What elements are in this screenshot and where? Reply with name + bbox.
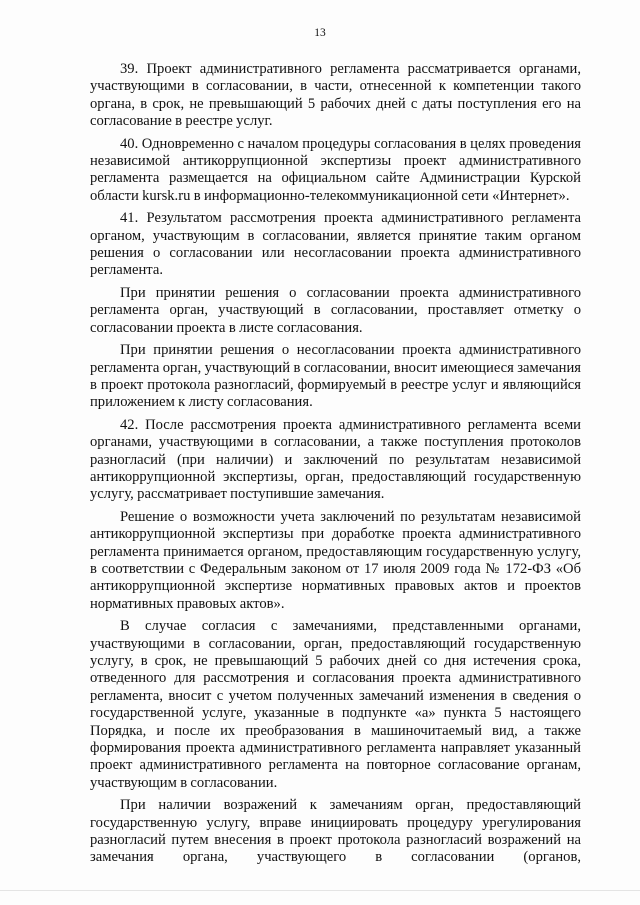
paragraph-39: 39. Проект административного регламента рассматривается органами, участвующими в согласовании, в части, отнесенной к компетенции такого органа, в срок, не превышающий 5 рабочих дней с даты поступления его на согласование в реестре услуг. [90,61,581,130]
document-body [90,61,581,872]
paragraph-42: 42. После рассмотрения проекта административного регламента всеми органами, участвующими в согласовании, а также поступления протоколов разногласий (при наличии) и заключений по результатам независимой антикоррупционной экспертизы, орган, предоставляющий государственную услугу, рассматривает поступившие замечания. [90,416,581,503]
paragraph-42-expertise-decision: Решение о возможности учета заключений по результатам независимой антикоррупционной экспертизы при доработке проекта административного регламента принимается органом, предоставляющим государственную услугу, в соответствии с Федеральным законом от 17 июля 2009 года № 172-ФЗ «Об антикоррупционной экспертизе нормативных правовых актов и проектов нормативных правовых актов». [90,508,581,612]
paragraph-42-agreement-with-remarks: В случае согласия с замечаниями, представленными органами, участвующими в согласовании, орган, предоставляющий государственную услугу, в срок, не превышающий 5 рабочих дней со дня истечения срока, отведенного для рассмотрения и согласования проекта административного регламента, вносит с учетом полученных замечаний изменения в сведения о государственной услуге, указанные в подпункте «а» пункта 5 настоящего Порядка, и после их преобразования в машиночитаемый вид, а также формирования проекта административного регламента направляет указанный проект административного регламента на повторное согласование органам, участвующим в согласовании. [90,618,581,791]
page-number: 13 [314,27,326,39]
page-bottom-edge [0,890,640,891]
paragraph-41-approval: При принятии решения о согласовании проекта административного регламента орган, участвующий в согласовании, проставляет отметку о согласовании проекта в листе согласования. [90,284,581,336]
paragraph-41: 41. Результатом рассмотрения проекта административного регламента органом, участвующим в согласовании, является принятие таким органом решения о согласовании или несогласовании проекта административного регламента. [90,210,581,279]
paragraph-42-objections: При наличии возражений к замечаниям орган, предоставляющий государственную услугу, вправе инициировать процедуру урегулирования разногласий путем внесения в проект протокола разногласий возражений на замечания органа, участвующего в согласовании (органов, [90,797,581,866]
paragraph-40: 40. Одновременно с началом процедуры согласования в целях проведения независимой антикоррупционной экспертизы проект административного регламента размещается на официальном сайте Администрации Курской области kursk.ru в информационно-телекоммуникационной сети «Интернет». [90,135,581,204]
paragraph-41-disapproval: При принятии решения о несогласовании проекта административного регламента орган, участвующий в согласовании, вносит имеющиеся замечания в проект протокола разногласий, формируемый в реестре услуг и являющийся приложением к листу согласования. [90,342,581,411]
